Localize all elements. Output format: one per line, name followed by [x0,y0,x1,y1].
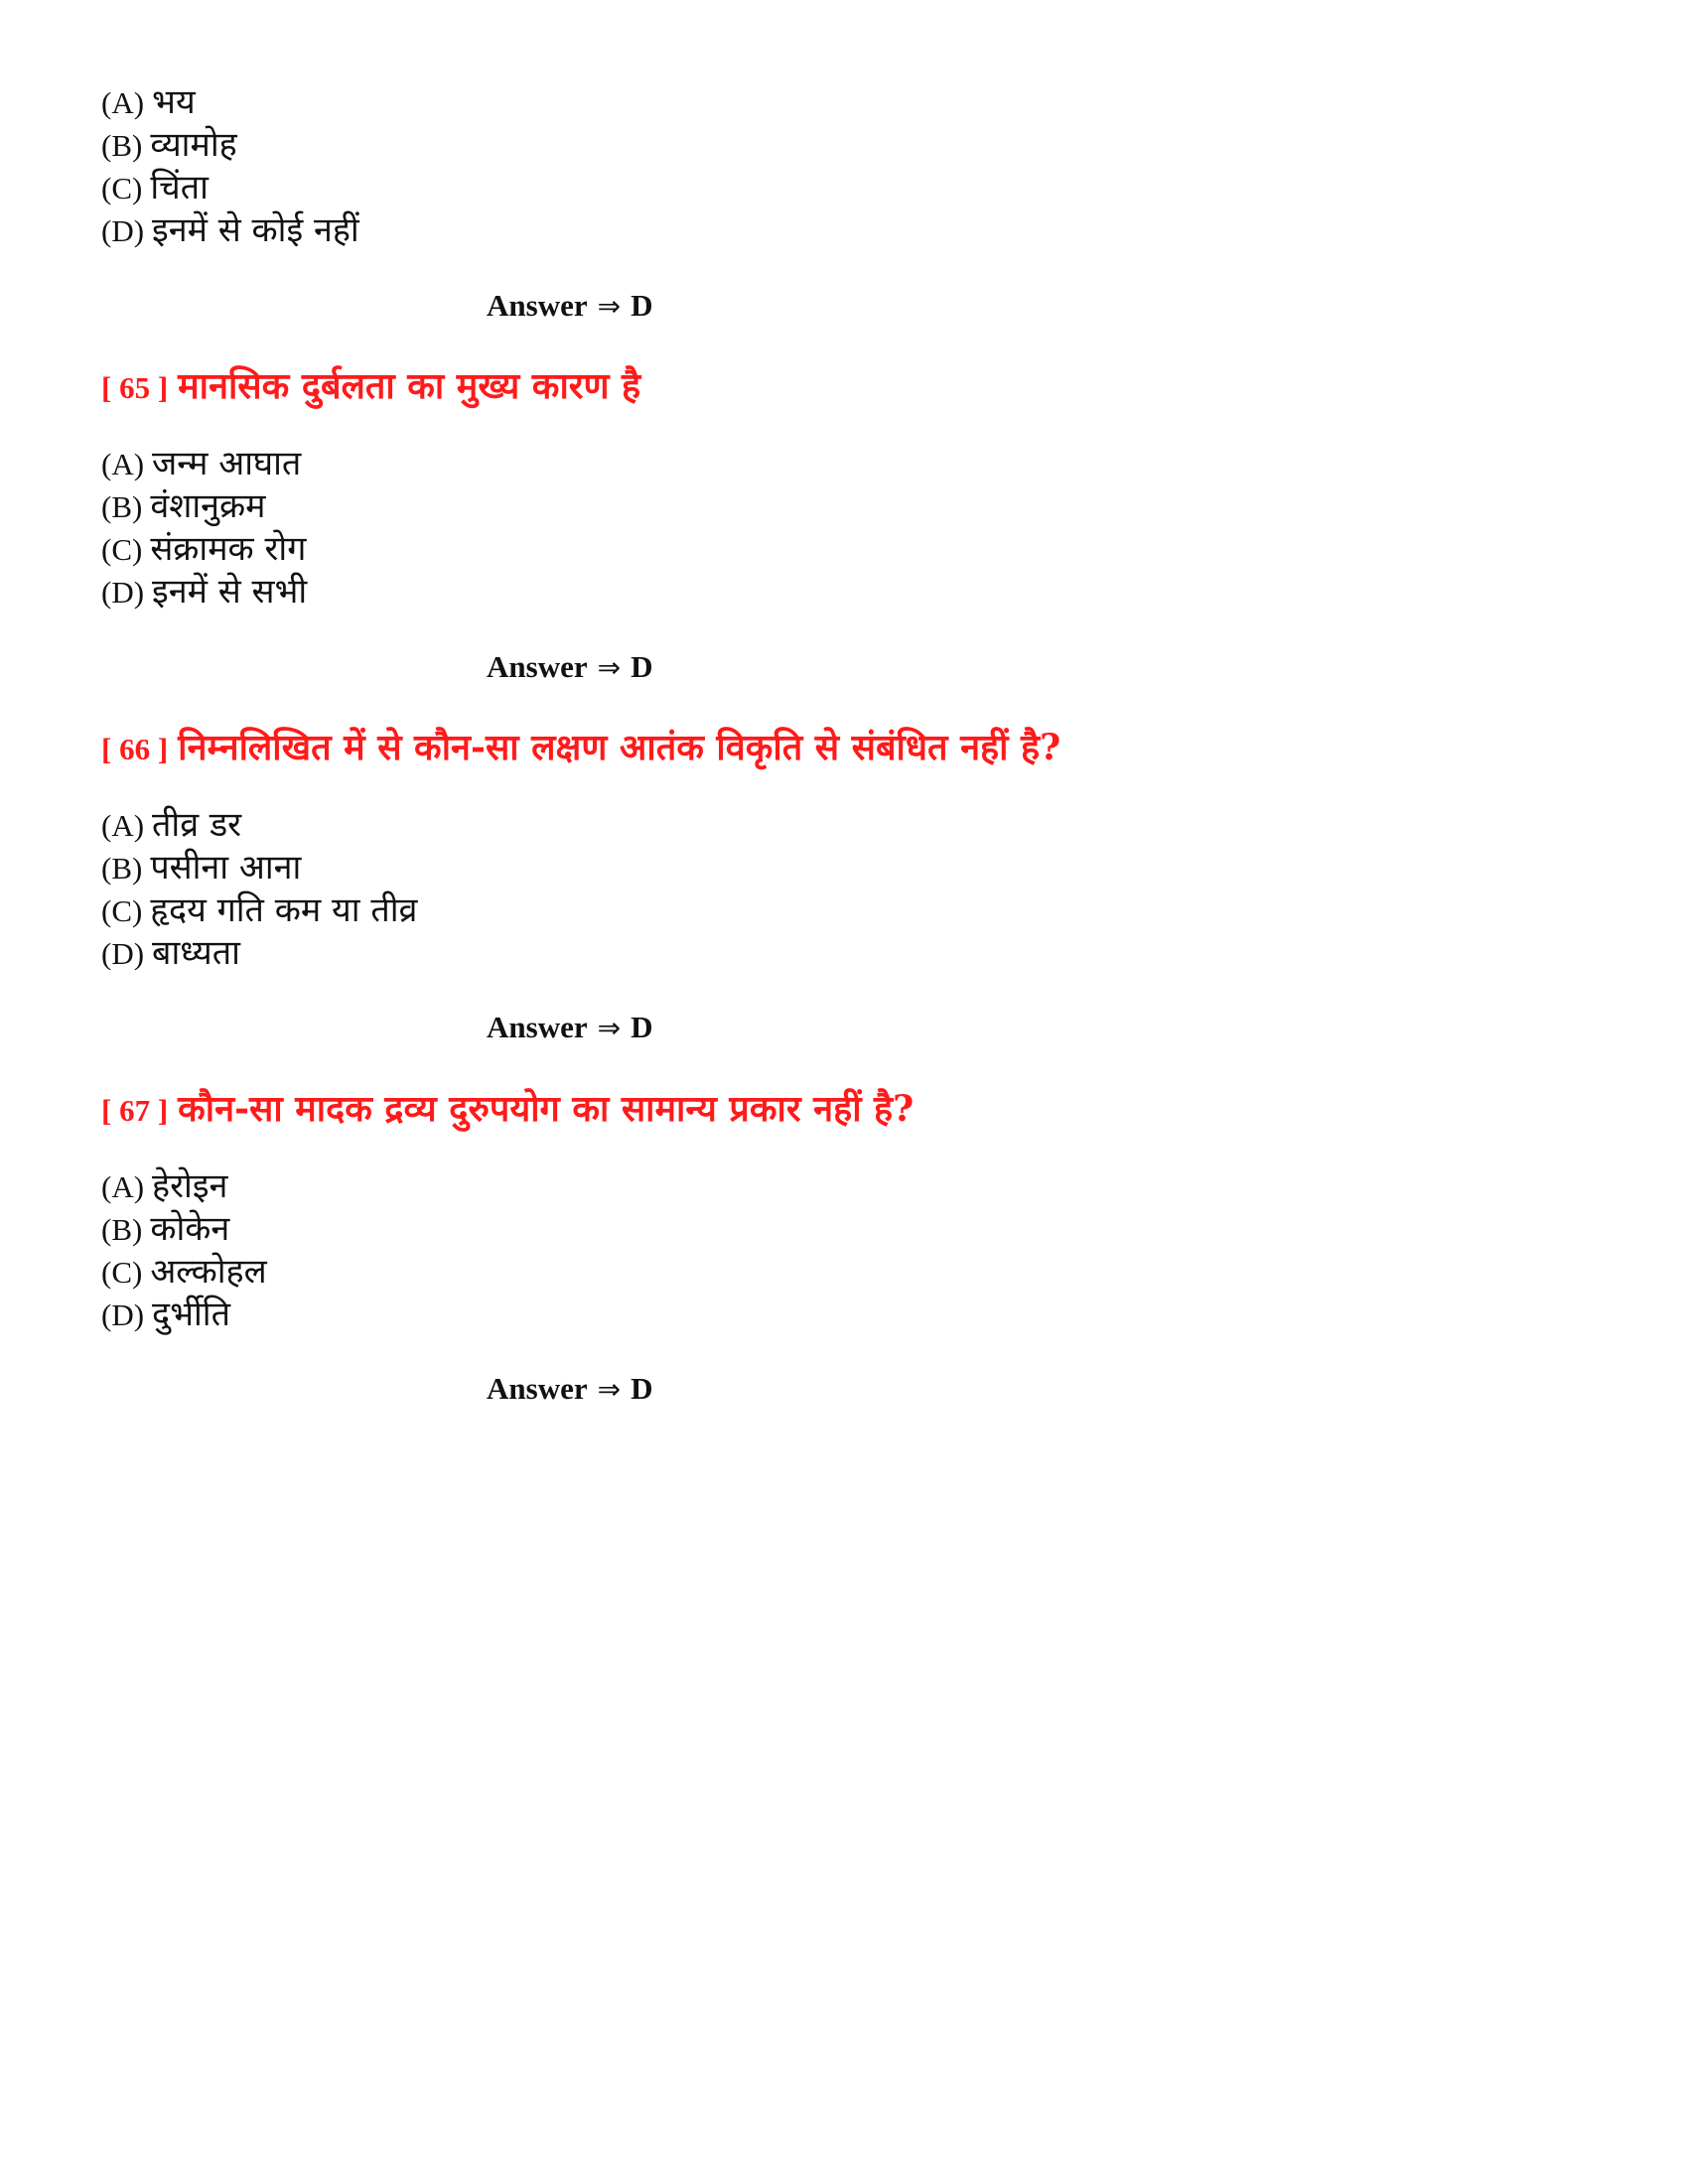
option-d [101,571,1571,614]
question-67-heading [101,1084,914,1136]
question-67-options [101,1165,1571,1336]
option-text: तीव्र डर [152,805,242,845]
option-a [101,1165,1571,1208]
implies-arrow-icon: ⇒ [597,1012,622,1044]
option-b [101,847,1571,889]
option-text: हृदय गति कम या तीव्र [150,890,418,930]
question-66-options [101,804,1571,975]
option-text: व्यामोह [150,125,237,165]
answer-value: D [631,1010,653,1044]
option-text: हेरोइन [152,1166,228,1206]
option-letter: (A) [101,808,145,843]
option-a [101,804,1571,847]
answer-line [487,1369,652,1410]
answer-line [487,286,652,327]
option-a [101,443,1571,485]
question-number: [ 67 ] [101,1093,169,1128]
question-66-heading [101,723,1060,774]
question-65-heading [101,361,640,413]
option-text: संक्रामक रोग [150,529,307,569]
option-letter: (D) [101,213,145,248]
answer-label: Answer [487,1010,588,1044]
question-text: निम्नलिखित में से कौन-सा लक्षण आतंक विकृति से संबंधित नहीं है? [178,727,1061,768]
question-text: मानसिक दुर्बलता का मुख्य कारण है [178,365,641,407]
option-a [101,81,1571,124]
option-letter: (A) [101,85,145,120]
option-text: इनमें से कोई नहीं [152,210,359,250]
implies-arrow-icon: ⇒ [597,1373,622,1406]
option-c [101,167,1571,209]
option-b [101,485,1571,528]
option-b [101,124,1571,167]
option-b [101,1208,1571,1251]
option-letter: (B) [101,489,143,524]
option-text: कोकेन [150,1209,230,1249]
answer-line [487,1008,652,1048]
option-letter: (C) [101,171,143,205]
answer-label: Answer [487,649,588,684]
option-letter: (C) [101,532,143,567]
option-c [101,528,1571,571]
answer-value: D [631,1371,653,1406]
option-text: चिंता [150,168,209,207]
option-text: दुर्भीति [152,1295,230,1334]
answer-label: Answer [487,1371,588,1406]
option-letter: (A) [101,1169,145,1204]
option-letter: (D) [101,936,145,971]
option-text: पसीना आना [150,848,302,887]
option-letter: (B) [101,128,143,163]
option-text: वंशानुक्रम [150,486,266,526]
option-letter: (B) [101,851,143,886]
option-c [101,889,1571,932]
option-text: बाध्यता [152,933,240,973]
option-letter: (C) [101,893,143,928]
question-text: कौन-सा मादक द्रव्य दुरुपयोग का सामान्य प्रकार नहीं है? [178,1088,914,1130]
option-d [101,1294,1571,1336]
option-letter: (A) [101,447,145,481]
option-letter: (C) [101,1255,143,1290]
option-text: इनमें से सभी [152,572,308,612]
option-letter: (D) [101,575,145,610]
implies-arrow-icon: ⇒ [597,651,622,684]
option-c [101,1251,1571,1294]
question-number: [ 66 ] [101,732,169,766]
answer-value: D [631,649,653,684]
option-text: अल्कोहल [150,1252,267,1292]
option-d [101,209,1571,252]
question-number: [ 65 ] [101,370,169,405]
implies-arrow-icon: ⇒ [597,290,622,323]
option-letter: (B) [101,1212,143,1247]
answer-value: D [631,288,653,323]
prev-question-options [101,81,1571,252]
answer-label: Answer [487,288,588,323]
option-d [101,932,1571,975]
option-text: भय [152,82,196,122]
answer-line [487,647,652,688]
option-text: जन्म आघात [152,444,302,483]
option-letter: (D) [101,1297,145,1332]
question-65-options [101,443,1571,614]
